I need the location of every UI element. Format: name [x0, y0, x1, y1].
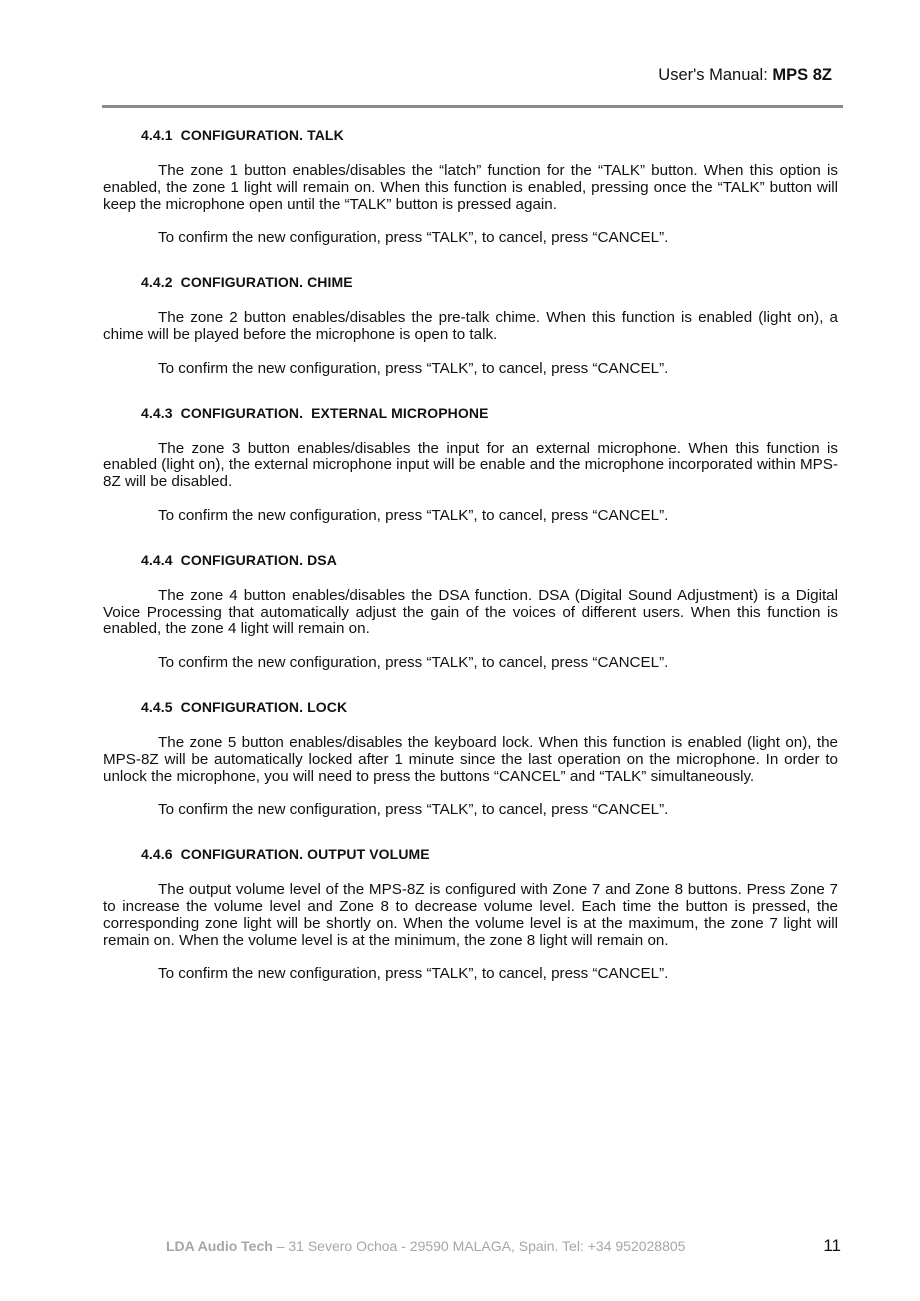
- section-heading: [141, 846, 838, 863]
- section-chime: [103, 274, 838, 377]
- section-confirm: To confirm the new configuration, press “TALK”, to cancel, press “CANCEL”.: [158, 229, 669, 247]
- section-body: The zone 3 button enables/disables the input for an external microphone. When this function is enabled (light on), the external microphone input will be enable and the microphone incorporated within MPS-8Z will be disabled.: [103, 439, 838, 491]
- section-number: 4.4.3: [141, 404, 173, 421]
- section-title: CONFIGURATION. OUTPUT VOLUME: [180, 846, 430, 863]
- section-confirm: To confirm the new configuration, press “TALK”, to cancel, press “CANCEL”.: [158, 359, 669, 377]
- section-external-microphone: [103, 405, 838, 525]
- footer-company: LDA Audio Tech: [166, 1238, 273, 1254]
- section-body: The zone 4 button enables/disables the DSA function. DSA (Digital Sound Adjustment) is a Digital Voice Processing that automatically adjust the gain of the voices of different users. When this function is enabled, the zone 4 light will remain on.: [103, 586, 838, 638]
- section-heading: [141, 274, 838, 291]
- header-prefix: User's Manual:: [658, 66, 773, 84]
- footer-address: – 31 Severo Ochoa - 29590 MALAGA, Spain. Tel: +34 952028805: [272, 1238, 686, 1254]
- section-heading: [141, 552, 838, 569]
- page-number: 11: [823, 1236, 841, 1255]
- section-confirm: To confirm the new configuration, press “TALK”, to cancel, press “CANCEL”.: [158, 654, 669, 672]
- section-confirm: To confirm the new configuration, press “TALK”, to cancel, press “CANCEL”.: [158, 965, 669, 983]
- section-output-volume: [103, 846, 838, 983]
- section-heading: [141, 405, 838, 422]
- section-title: CONFIGURATION. LOCK: [180, 698, 348, 715]
- header-divider: [102, 105, 843, 108]
- section-number: 4.4.1: [141, 127, 173, 143]
- section-body: The output volume level of the MPS-8Z is configured with Zone 7 and Zone 8 buttons. Press Zone 7 to increase the volume level and Zone 8 to decrease volume level. Each time the button is pressed, the corresponding zone light will be shortly on. When the volume level is at the maximum, the zone 7 light will remain on. When the volume level is at the minimum, the zone 8 light will remain on.: [103, 881, 838, 949]
- page-footer: [166, 1238, 685, 1254]
- section-talk: [103, 127, 838, 247]
- section-title: CONFIGURATION. DSA: [180, 551, 337, 568]
- section-heading: [141, 699, 838, 716]
- section-confirm: To confirm the new configuration, press “TALK”, to cancel, press “CANCEL”.: [158, 801, 669, 819]
- section-number: 4.4.6: [141, 846, 173, 863]
- section-number: 4.4.5: [141, 698, 173, 715]
- section-lock: [103, 699, 838, 819]
- section-dsa: [103, 552, 838, 672]
- section-number: 4.4.2: [141, 274, 173, 291]
- section-confirm: To confirm the new configuration, press “TALK”, to cancel, press “CANCEL”.: [158, 506, 669, 524]
- header-product: MPS 8Z: [772, 66, 832, 84]
- section-body: The zone 1 button enables/disables the “latch” function for the “TALK” button. When this option is enabled, the zone 1 light will remain on. When this function is enabled, pressing once the “TALK” button will keep the microphone open until the “TALK” button is pressed again.: [103, 162, 838, 213]
- section-body: The zone 2 button enables/disables the pre-talk chime. When this function is enabled (light on), a chime will be played before the microphone is open to talk.: [103, 309, 838, 343]
- section-title: CONFIGURATION. CHIME: [180, 274, 353, 291]
- page-header: [658, 66, 832, 85]
- section-body: The zone 5 button enables/disables the keyboard lock. When this function is enabled (light on), the MPS-8Z will be automatically locked after 1 minute since the last operation on the microphone. In order to unlock the microphone, you will need to press the buttons “CANCEL” and “TALK” simultaneously.: [103, 733, 838, 785]
- section-title: CONFIGURATION. EXTERNAL MICROPHONE: [180, 404, 489, 421]
- section-heading: [141, 127, 838, 144]
- page-content: [103, 127, 838, 983]
- section-title: CONFIGURATION. TALK: [180, 127, 344, 143]
- section-number: 4.4.4: [141, 551, 173, 568]
